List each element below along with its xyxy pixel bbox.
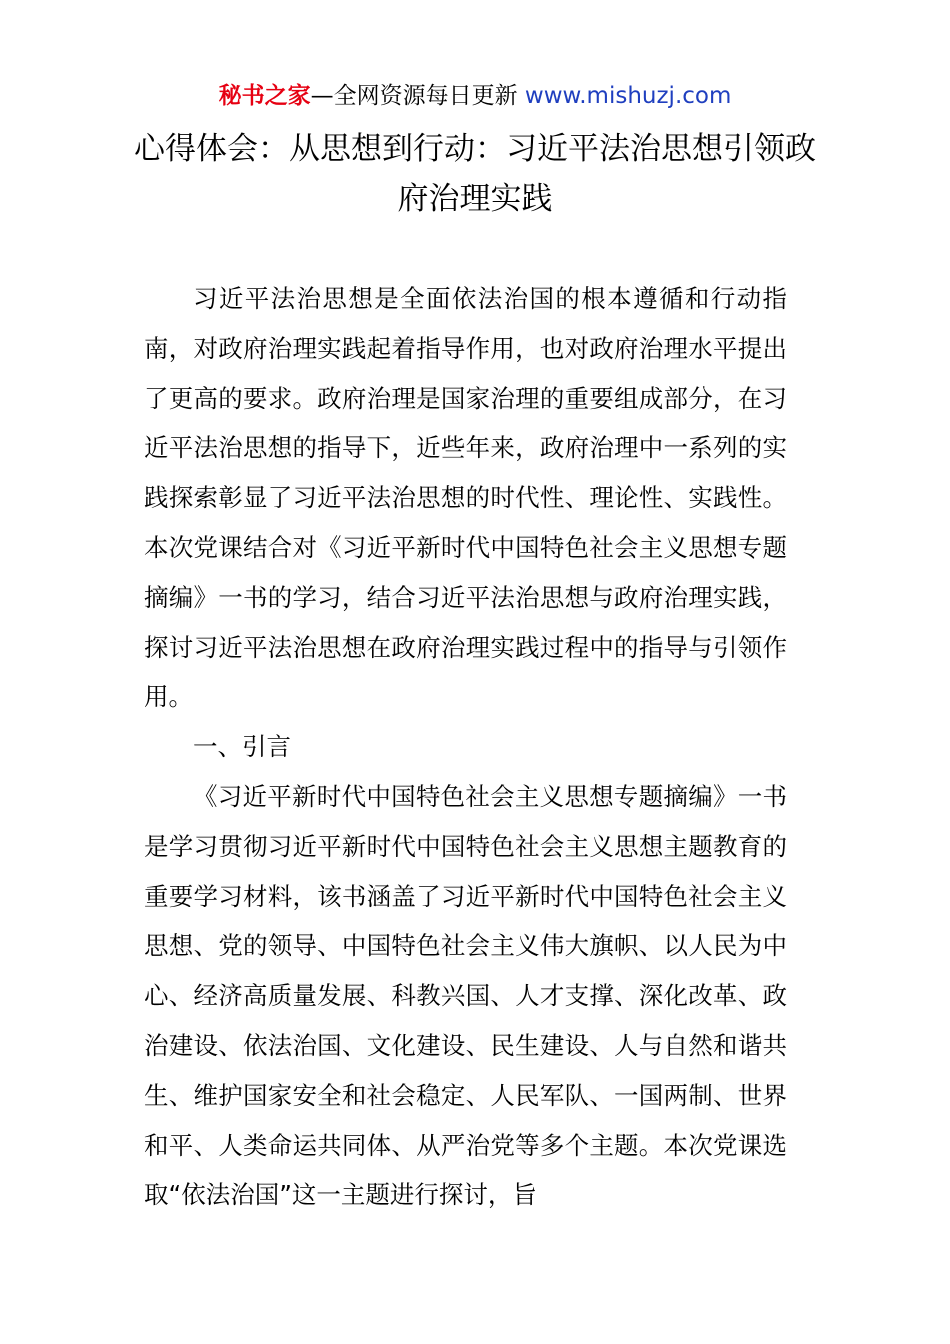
section-heading-introduction: 一、引言 <box>193 732 291 762</box>
section-paragraph: 《习近平新时代中国特色社会主义思想专题摘编》一书是学习贯彻习近平新时代中国特色社会主义思想主题教育的重要学习材料，该书涵盖了习近平新时代中国特色社会主义思想、党的领导、中国特色社会主义伟大旗帜、以人民为中心、经济高质量发展、科教兴国、人才支撑、深化改革、政治建设、依法治国、文化建设、民生建设、人与自然和谐共生、维护国家安全和社会稳定、人民军队、一国两制、世界和平、人类命运共同体、从严治党等多个主题。本次党课选取“依法治国”这一主题进行探讨，旨 <box>144 781 787 1210</box>
site-url-link[interactable]: www.mishuzj.com <box>524 83 732 109</box>
site-header <box>0 80 950 112</box>
intro-paragraph: 习近平法治思想是全面依法治国的根本遵循和行动指南，对政府治理实践起着指导作用，也对政府治理水平提出了更高的要求。政府治理是国家治理的重要组成部分，在习近平法治思想的指导下，近些年来，政府治理中一系列的实践探索彰显了习近平法治思想的时代性、理论性、实践性。本次党课结合对《习近平新时代中国特色社会主义思想专题摘编》一书的学习，结合习近平法治思想与政府治理实践，探讨习近平法治思想在政府治理实践过程中的指导与引领作用。 <box>144 284 787 712</box>
site-tagline: —全网资源每日更新 <box>310 83 518 109</box>
document-body <box>144 274 787 1220</box>
document-title: 心得体会：从思想到行动：习近平法治思想引领政府治理实践 <box>134 131 816 217</box>
site-brand: 秘书之家 <box>218 83 311 109</box>
